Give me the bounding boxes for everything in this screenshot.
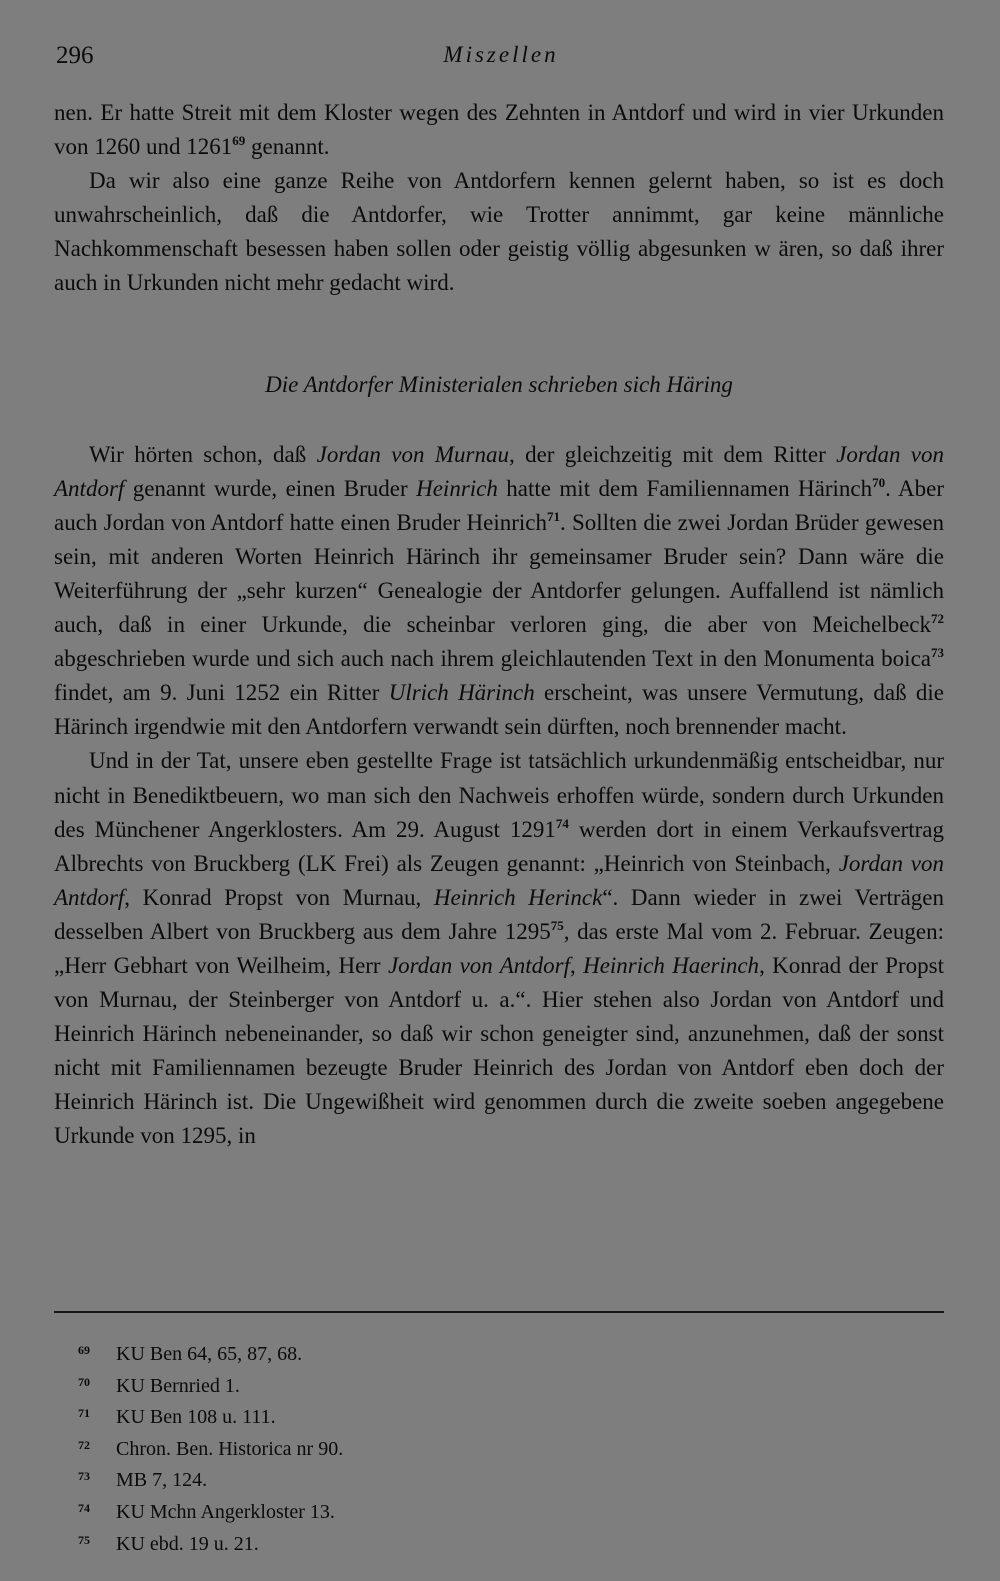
footnote-ref[interactable]: 69 [232, 133, 246, 149]
footnote-text: KU Ben 64, 65, 87, 68. [116, 1343, 303, 1365]
footnote-divider [54, 1311, 944, 1313]
footnote [78, 1400, 343, 1432]
text-run: erscheint, was unsere Vermutung, daß die Härinch irgendwie mit den Antdorfern verwandt sein dürften, noch brennender macht. [54, 680, 944, 740]
footnote-ref[interactable]: 70 [872, 474, 886, 490]
footnote [78, 1432, 343, 1464]
footnote-number: 71 [78, 1406, 90, 1421]
footnote [78, 1527, 343, 1559]
footnote-number: 74 [78, 1500, 90, 1515]
text-run: Und in der Tat, unsere eben gestellte Frage ist tatsächlich urkundenmäßig entscheidbar, nur nicht in Benediktbeuern, wo man sich den Nachweis erhoffen würde, sondern durch Urkunden des Münchener Angerklosters. Am 29. August 1291 [54, 748, 944, 842]
footnote-text: KU Ben 108 u. 111. [116, 1406, 276, 1429]
italic-name: Jordan von Antdorf [54, 850, 944, 910]
text-run: , Konrad Propst von Murnau, [124, 884, 434, 910]
italic-name: Heinrich [416, 475, 498, 501]
paragraph-continued [54, 96, 944, 164]
italic-name: Ulrich Härinch [388, 680, 535, 706]
footnote-ref[interactable]: 71 [547, 508, 561, 524]
footnote [78, 1495, 343, 1527]
body-text [54, 96, 944, 1154]
text-run: genannt. [245, 134, 330, 160]
text-run: nen. Er hatte Streit mit dem Kloster wegen des Zehnten in Antdorf und wird in vier Urkunden von 1260 und 1261 [54, 100, 944, 160]
text-run: . Aber auch Jordan von Antdorf hatte einen Bruder Heinrich [54, 475, 944, 535]
footnote-number: 73 [78, 1469, 90, 1484]
paragraph: Da wir also eine ganze Reihe von Antdorfern kennen gelernt haben, so ist es doch unwahrscheinlich, daß die Antdorfer, wie Trotter annimmt, gar keine männliche Nachkommenschaft besessen haben sollen oder geistig völlig abgesunken w ären, so daß ihrer auch in Urkunden nicht mehr gedacht wird. [54, 168, 944, 296]
paragraph [54, 438, 944, 745]
italic-name: Jordan von Antdorf [387, 952, 570, 978]
text-run: werden dort in einem Verkaufsvertrag Albrechts von Bruckberg (LK Frei) als Zeugen genannt: „Heinrich von Steinbach, [54, 816, 944, 876]
footnote-ref[interactable]: 73 [931, 645, 944, 661]
footnote-number: 72 [78, 1437, 90, 1452]
footnote [78, 1463, 343, 1495]
text-run: Wir hörten schon, daß [89, 441, 317, 467]
italic-name: Jordan von Murnau, [316, 441, 515, 467]
footnote-text: Chron. Ben. Historica nr 90. [116, 1437, 344, 1460]
text-run: . Sollten die zwei Jordan Brüder gewesen sein, mit anderen Worten Heinrich Härinch ihr gemeinsamer Bruder sein? Dann wäre die Weiterführung der „sehr kurzen“ Genealogie der Antdorfer gelungen. Auffallend ist nämlich auch, daß in einer Urkunde, die scheinbar verloren ging, die aber von Meichelbeck [54, 509, 945, 638]
text-run: , [570, 952, 584, 978]
text-run: abgeschrieben wurde und sich auch nach ihrem gleichlautenden Text in den Monumenta boica [54, 646, 931, 672]
running-title: Miszellen [443, 42, 559, 67]
footnote [78, 1337, 343, 1369]
footnote-ref[interactable]: 74 [555, 815, 569, 831]
footnote-text: KU Bernried 1. [116, 1374, 240, 1397]
text-run: , das erste Mal vom 2. Februar. Zeugen: „Herr Gebhart von Weilheim, Herr [54, 918, 944, 978]
italic-name: Heinrich Herinck [433, 884, 603, 910]
text-run: genannt wurde, einen Bruder [124, 475, 417, 501]
footnote-ref[interactable]: 75 [550, 917, 564, 933]
text-run: hatte mit dem Familiennamen Härinch [497, 475, 873, 501]
text-run: “. Dann wieder in zwei Verträgen desselben Albert von Bruckberg aus dem Jahre 1295 [54, 884, 945, 944]
running-head [56, 42, 946, 76]
footnote-text: MB 7, 124. [116, 1469, 208, 1492]
footnote-number: 69 [78, 1343, 90, 1357]
footnote-number: 70 [78, 1374, 90, 1389]
text-run: findet, am 9. Juni 1252 ein Ritter [54, 680, 389, 706]
page-number: 296 [56, 42, 94, 69]
footnote-text: KU Mchn Angerkloster 13. [116, 1500, 335, 1523]
paragraph [54, 744, 944, 1153]
footnote-ref[interactable]: 72 [931, 611, 944, 627]
footnote [78, 1369, 343, 1401]
italic-name: Heinrich Haerinch [583, 952, 760, 978]
text-run: der gleichzeitig mit dem Ritter [514, 441, 837, 467]
footnotes [78, 1337, 343, 1558]
footnote-number: 75 [78, 1532, 90, 1547]
italic-name: Jordan von Antdorf [54, 441, 945, 501]
text-run: , Konrad der Propst von Murnau, der Steinberger von Antdorf u. a.“. Hier stehen also Jordan von Antdorf und Heinrich Härinch nebeneinander, so daß wir schon geneigter sind, anzunehmen, daß der sonst nicht mit Familiennamen bezeugte Bruder Heinrich des Jordan von Antdorf eben doch der Heinrich Härinch ist. Die Ungewißheit wird genommen durch die zweite soeben angegebene Urkunde von 1295, in [54, 952, 944, 1149]
footnote-text: KU ebd. 19 u. 21. [116, 1532, 259, 1555]
section-heading: Die Antdorfer Ministerialen schrieben sich Häring [265, 371, 733, 397]
